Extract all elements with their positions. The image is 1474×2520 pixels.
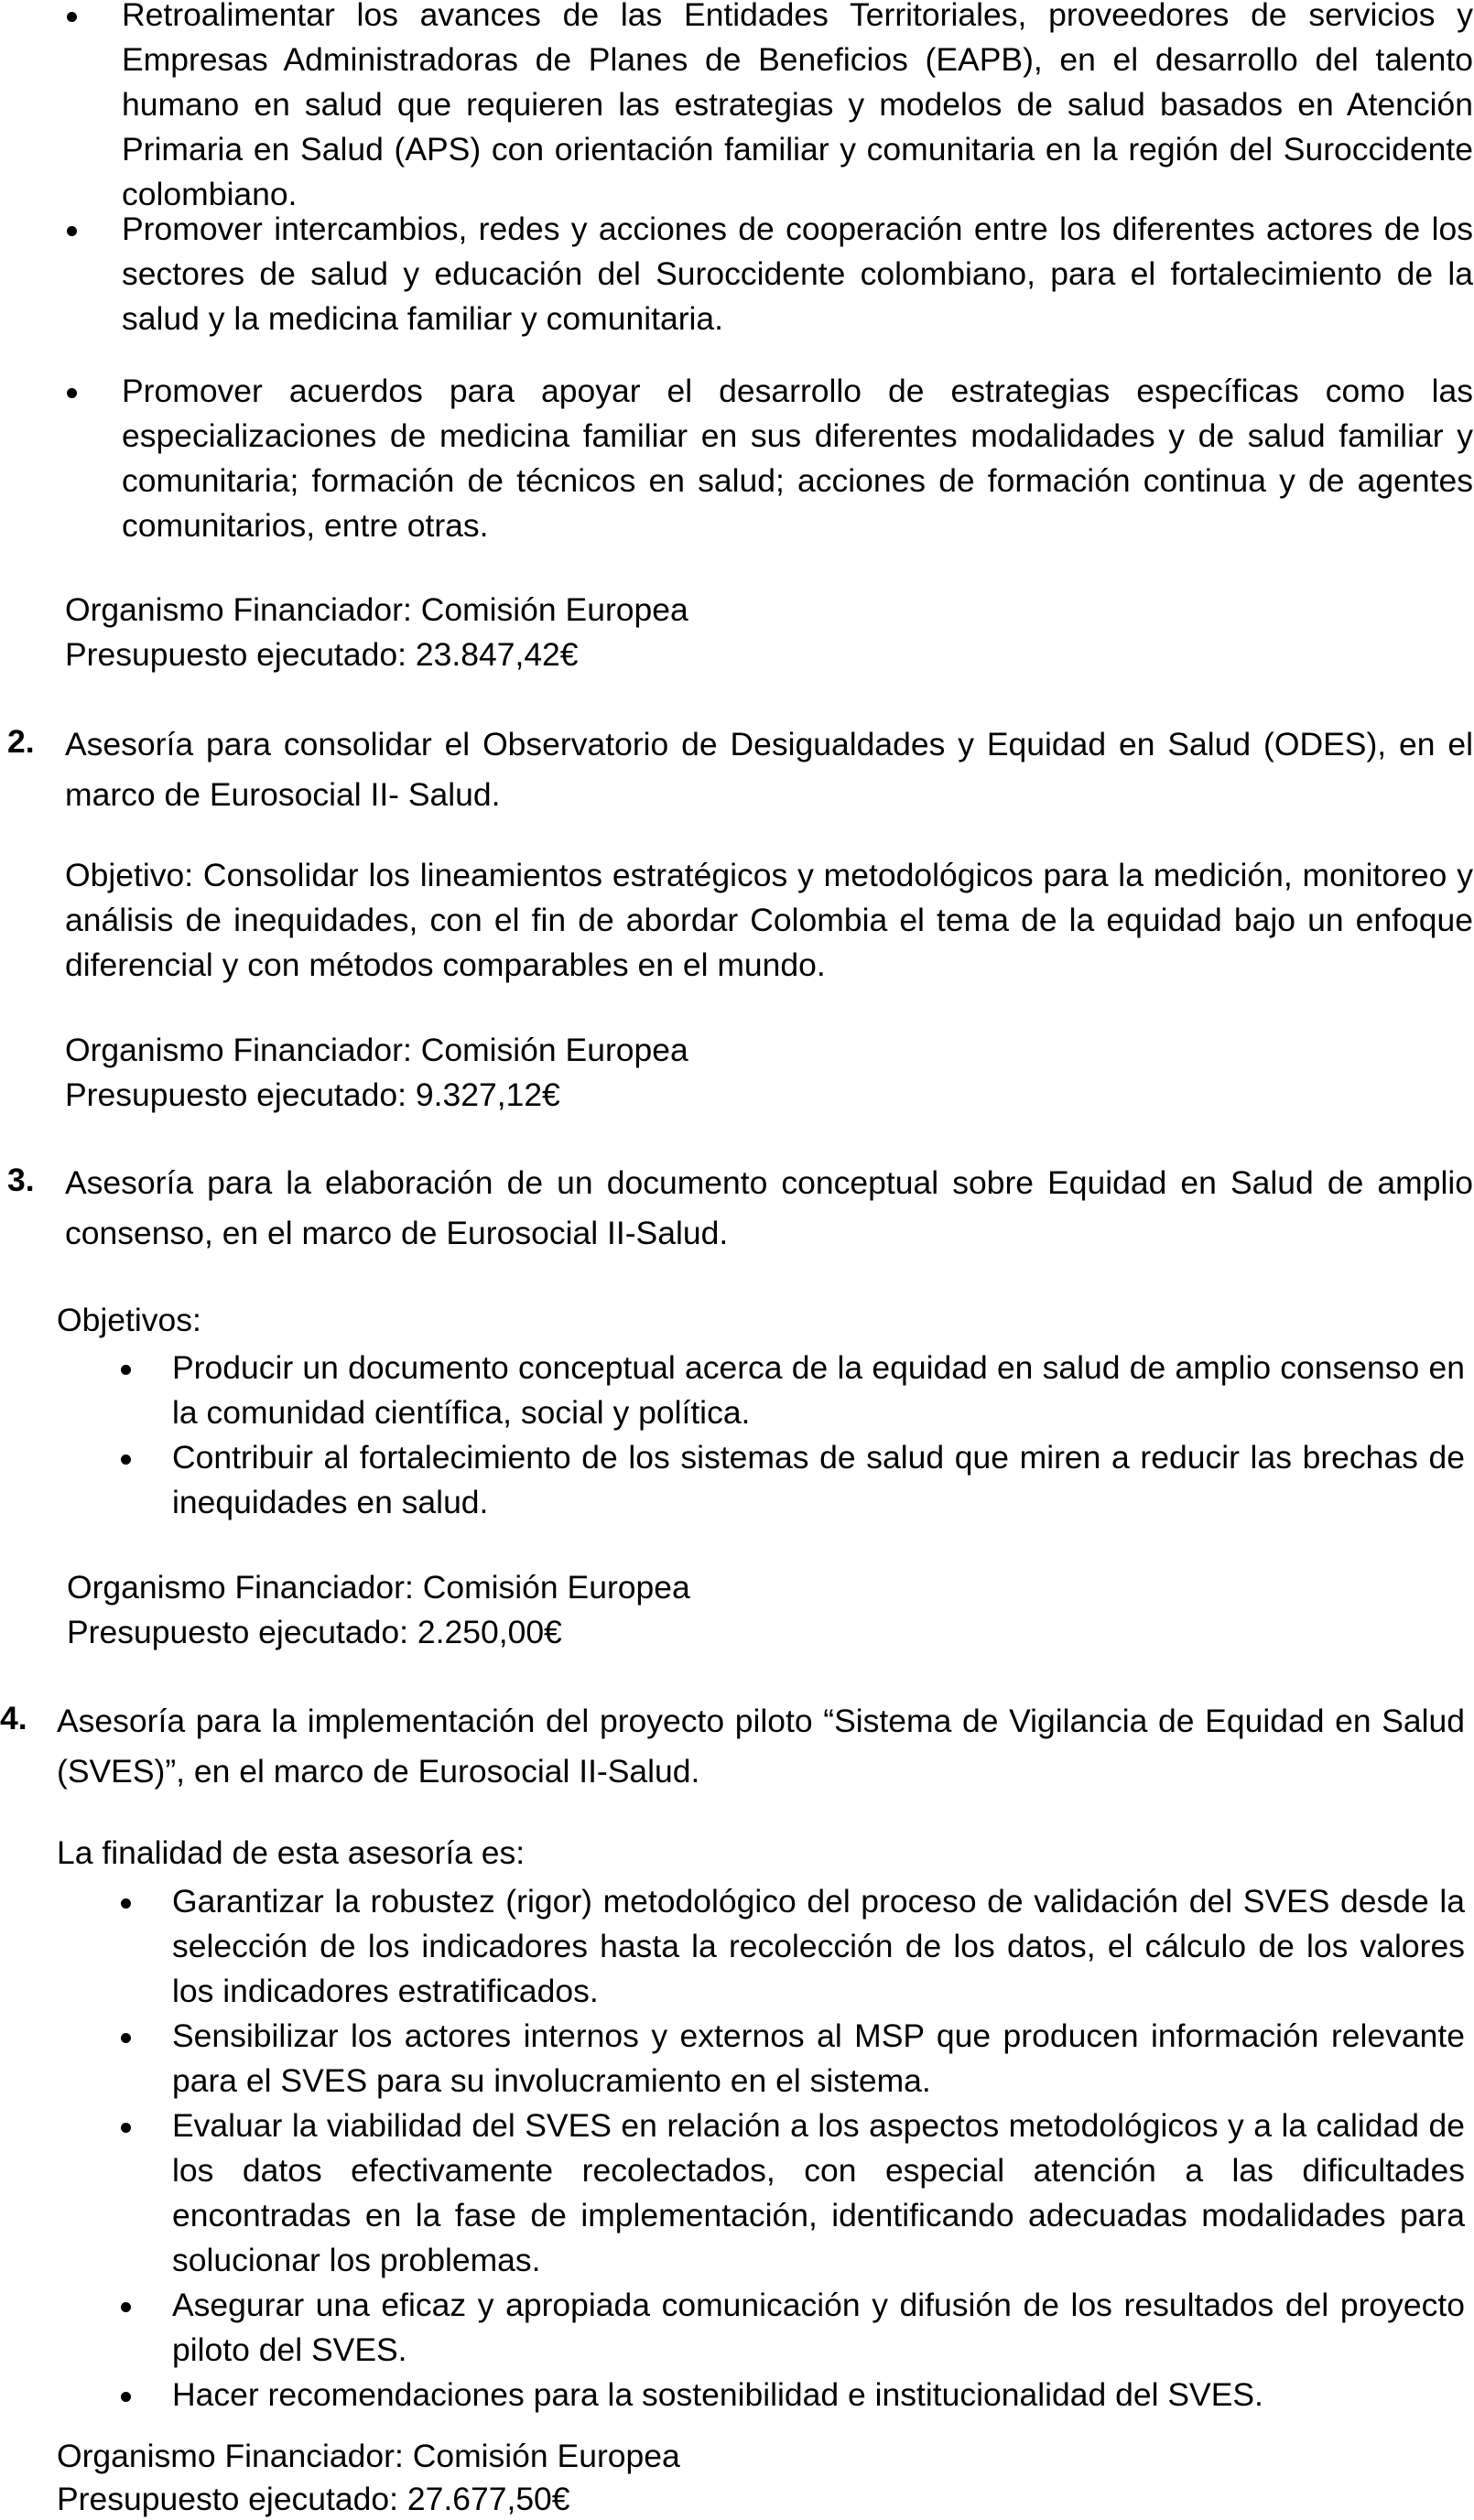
item-4-bullet-2: Sensibilizar los actores internos y externos al MSP que producen información relevante para el SVES para su involucramiento en el sistema. <box>172 2017 1465 2099</box>
item-3-funder: Organismo Financiador: Comisión Europea <box>67 1569 690 1606</box>
item-4-bullet-3: Evaluar la viabilidad del SVES en relación a los aspectos metodológicos y a la calidad de los datos efectivamente recolectados, con especial atención a las dificultades encontradas en la fase de implementación, identificando adecuadas modalidades para solucionar los problemas. <box>172 2107 1465 2278</box>
bullet-icon <box>67 12 77 22</box>
item-4-bullet-1: Garantizar la robustez (rigor) metodológico del proceso de validación del SVES desde la selección de los indicadores hasta la recolección de los datos, el cálculo de los valores los indicadores estratificados. <box>172 1883 1465 2009</box>
bullet-icon <box>67 226 77 236</box>
intro-bullet-3: Promover acuerdos para apoyar el desarrollo de estrategias específicas como las especializaciones de medicina familiar en sus diferentes modalidades y de salud familiar y comunitaria; formación de técnicos en salud; acciones de formación continua y de agentes comunitarios, entre otras. <box>122 373 1473 544</box>
intro-funder: Organismo Financiador: Comisión Europea <box>65 591 688 628</box>
item-3-bullet-1: Producir un documento conceptual acerca de la equidad en salud de amplio consenso en la comunidad científica, social y política. <box>172 1349 1465 1431</box>
bullet-icon <box>121 1898 131 1909</box>
bullet-icon <box>121 2123 131 2133</box>
item-4-budget: Presupuesto ejecutado: 27.677,50€ <box>57 2481 570 2517</box>
bullet-icon <box>121 2302 131 2312</box>
item-2-budget: Presupuesto ejecutado: 9.327,12€ <box>65 1076 560 1113</box>
bullet-icon <box>121 1365 131 1375</box>
intro-bullet-1: Retroalimentar los avances de las Entidades Territoriales, proveedores de servicios y Empresas Administradoras de Planes de Beneficios (EAPB), en el desarrollo del talento humano en salud que requieren las estrategias y modelos de salud basados en Atención Primaria en Salud (APS) con orientación familiar y comunitaria en la región del Suroccidente colombiano. <box>122 0 1473 212</box>
item-3-budget: Presupuesto ejecutado: 2.250,00€ <box>67 1614 562 1650</box>
item-3-title: Asesoría para la elaboración de un documento conceptual sobre Equidad en Salud de amplio consenso, en el marco de Eurosocial II-Salud. <box>65 1164 1473 1251</box>
bullet-icon <box>121 1455 131 1465</box>
bullet-icon <box>121 2033 131 2043</box>
item-3-number: 3. <box>7 1162 35 1198</box>
item-4-purpose-label: La finalidad de esta asesoría es: <box>57 1834 526 1871</box>
bullet-icon <box>67 388 77 398</box>
intro-budget: Presupuesto ejecutado: 23.847,42€ <box>65 636 579 673</box>
item-3-objectives-label: Objetivos: <box>57 1302 201 1338</box>
item-3-bullet-2: Contribuir al fortalecimiento de los sistemas de salud que miren a reducir las brechas de inequidades en salud. <box>172 1439 1465 1520</box>
item-2-title: Asesoría para consolidar el Observatorio de Desigualdades y Equidad en Salud (ODES), en el marco de Eurosocial II- Salud. <box>65 726 1473 813</box>
item-4-funder: Organismo Financiador: Comisión Europea <box>57 2438 680 2474</box>
item-2-funder: Organismo Financiador: Comisión Europea <box>65 1032 688 1068</box>
item-4-title: Asesoría para la implementación del proyecto piloto “Sistema de Vigilancia de Equidad en Salud (SVES)”, en el marco de Eurosocial II-Salud. <box>57 1703 1465 1790</box>
intro-bullet-2: Promover intercambios, redes y acciones de cooperación entre los diferentes actores de los sectores de salud y educación del Suroccidente colombiano, para el fortalecimiento de la salud y la medicina familiar y comunitaria. <box>122 211 1473 337</box>
bullet-icon <box>121 2392 131 2402</box>
item-4-number: 4. <box>0 1700 27 1736</box>
item-4-bullet-5: Hacer recomendaciones para la sostenibilidad e institucionalidad del SVES. <box>172 2376 1263 2413</box>
item-2-objective: Objetivo: Consolidar los lineamientos estratégicos y metodológicos para la medición, monitoreo y análisis de inequidades, con el fin de abordar Colombia el tema de la equidad bajo un enfoque diferencial y con métodos comparables en el mundo. <box>65 857 1473 983</box>
item-4-bullet-4: Asegurar una eficaz y apropiada comunicación y difusión de los resultados del proyecto piloto del SVES. <box>172 2287 1465 2368</box>
item-2-number: 2. <box>7 723 35 760</box>
